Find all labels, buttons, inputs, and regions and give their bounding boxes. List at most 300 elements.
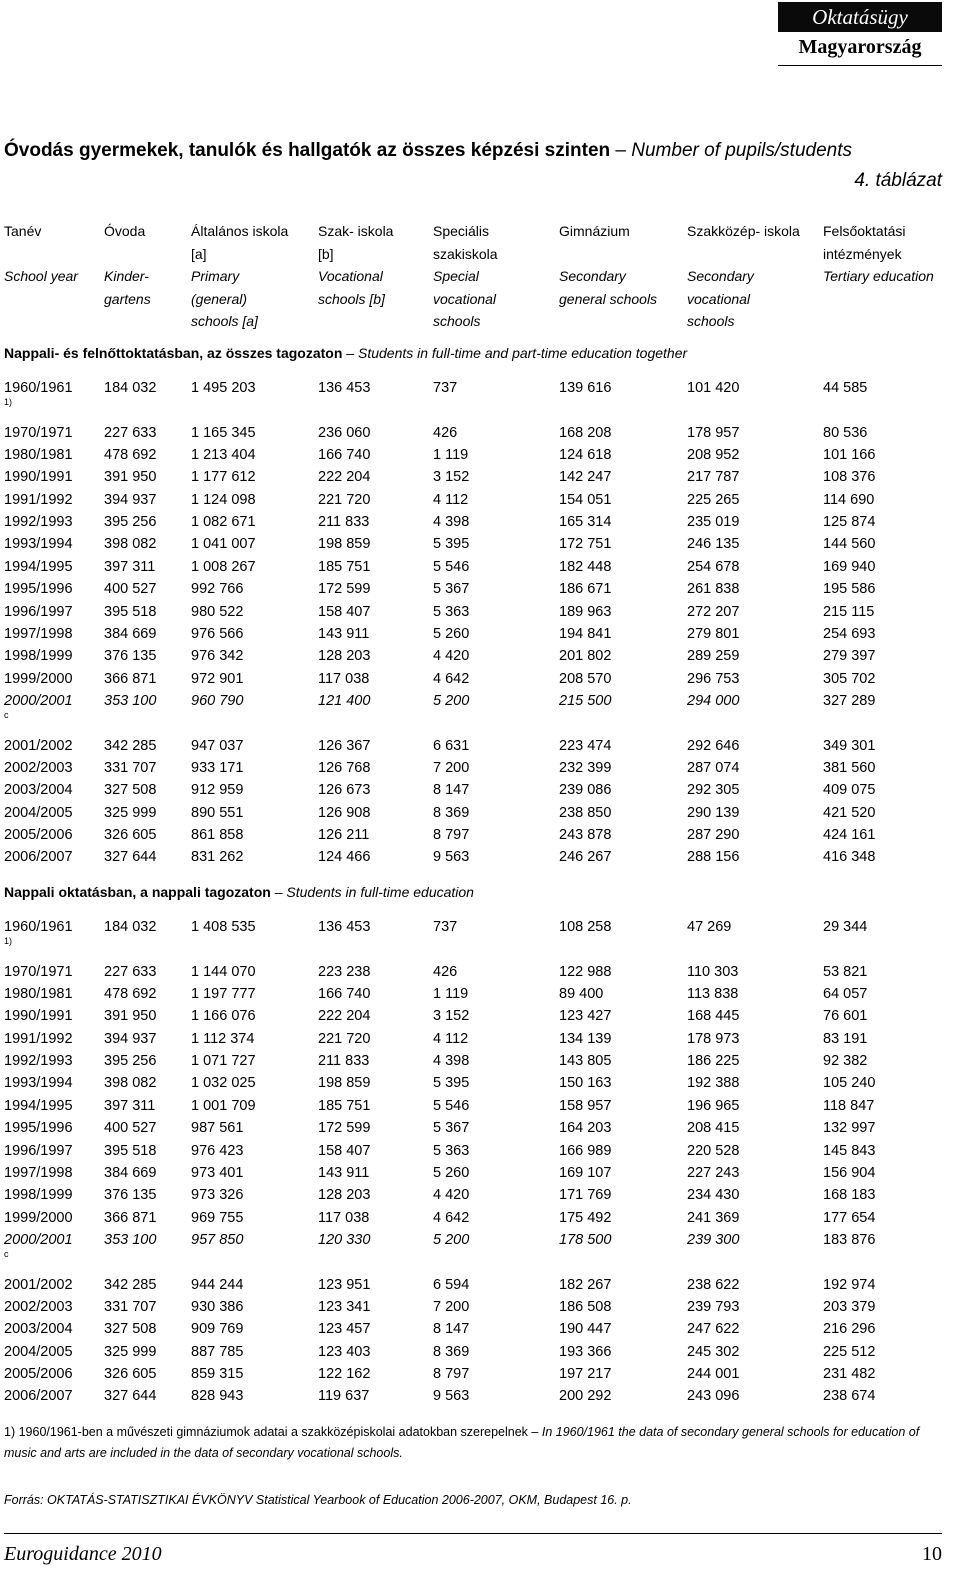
table-cell: 1 144 070 <box>191 963 256 980</box>
section-title-en: Students in full-time and part-time education together <box>357 345 688 361</box>
table-cell: 5 367 <box>433 581 470 598</box>
table-cell: 5 260 <box>433 625 470 642</box>
table-cell: 128 203 <box>318 1187 371 1204</box>
header-en-primary: Primary <box>191 268 240 284</box>
table-cell: 227 633 <box>104 963 157 980</box>
table-cell: 987 561 <box>191 1120 244 1137</box>
section-title <box>4 345 687 361</box>
table-cell: 172 599 <box>318 1120 371 1137</box>
table-cell: 976 342 <box>191 648 244 665</box>
table-cell: 331 707 <box>104 1298 157 1315</box>
table-cell: 254 678 <box>687 558 740 575</box>
header-en-secondary-general: general schools <box>559 290 658 307</box>
table-cell: 156 904 <box>823 1164 876 1181</box>
row-year: 1995/1996 <box>4 581 73 598</box>
page-number: 10 <box>922 1543 942 1565</box>
table-row <box>4 380 954 402</box>
row-year: 1997/1998 <box>4 1164 73 1181</box>
table-cell: 150 163 <box>559 1075 612 1092</box>
table-row <box>4 648 954 670</box>
table-cell: 478 692 <box>104 986 157 1003</box>
table-cell: 221 720 <box>318 491 371 508</box>
row-year: 1980/1981 <box>4 447 73 464</box>
section-title-hu: Nappali- és felnőttoktatásban, az összes tagozaton <box>4 345 343 361</box>
table-cell: 236 060 <box>318 424 371 441</box>
table-cell: 397 311 <box>104 558 156 575</box>
header-hu-tertiary: Felsőoktatási <box>823 223 906 239</box>
table-cell: 182 267 <box>559 1276 612 1293</box>
table-cell: 246 135 <box>687 536 740 553</box>
table-cell: 8 369 <box>433 1343 470 1360</box>
table-cell: 208 415 <box>687 1120 740 1137</box>
table-cell: 400 527 <box>104 581 157 598</box>
table-cell: 89 400 <box>559 986 604 1003</box>
table-cell: 182 448 <box>559 558 612 575</box>
table-cell: 195 586 <box>823 581 876 598</box>
table-row <box>4 1053 954 1075</box>
table-cell: 186 225 <box>687 1053 740 1070</box>
row-note: c <box>4 1248 9 1259</box>
table-row <box>4 514 954 536</box>
table-cell: 5 260 <box>433 1164 470 1181</box>
table-row <box>4 1388 954 1410</box>
table-row <box>4 559 954 581</box>
table-cell: 189 963 <box>559 603 612 620</box>
table-row <box>4 964 954 986</box>
table-cell: 29 344 <box>823 919 868 935</box>
table-row <box>4 1232 954 1254</box>
table-cell: 83 191 <box>823 1030 868 1047</box>
table-cell: 394 937 <box>104 1030 157 1047</box>
table-row <box>4 1344 954 1366</box>
header-hu-secondary-general: Gimnázium <box>559 223 630 239</box>
table-row <box>4 760 954 782</box>
table-cell: 279 397 <box>823 648 876 665</box>
table-cell: 1 177 612 <box>191 469 256 486</box>
row-year: 2006/2007 <box>4 849 73 866</box>
header-en-primary: (general) <box>191 290 248 307</box>
table-cell: 238 674 <box>823 1388 876 1405</box>
table-cell: 175 492 <box>559 1209 612 1226</box>
table-cell: 158 407 <box>318 1142 371 1159</box>
table-cell: 366 871 <box>104 1209 157 1226</box>
table-cell: 185 751 <box>318 558 371 575</box>
table-cell: 211 833 <box>318 1053 370 1070</box>
table-cell: 110 303 <box>687 963 739 980</box>
table-cell: 169 107 <box>559 1164 612 1181</box>
table-row <box>4 447 954 469</box>
table-cell: 169 940 <box>823 558 876 575</box>
table-row <box>4 604 954 626</box>
header-en-special-vocational: vocational <box>433 290 497 307</box>
table-cell: 395 256 <box>104 514 157 531</box>
row-year: 1990/1991 <box>4 469 73 486</box>
row-year: 2004/2005 <box>4 1343 73 1360</box>
table-cell: 973 401 <box>191 1164 244 1181</box>
table-cell: 120 330 <box>318 1231 371 1248</box>
table-cell: 6 631 <box>433 737 470 754</box>
table-cell: 142 247 <box>559 469 612 486</box>
table-cell: 238 850 <box>559 804 612 821</box>
table-row <box>4 671 954 693</box>
table-cell: 208 570 <box>559 670 612 687</box>
table-cell: 221 720 <box>318 1030 371 1047</box>
table-cell: 292 305 <box>687 782 740 799</box>
row-year: 1996/1997 <box>4 603 73 620</box>
table-cell: 164 203 <box>559 1120 612 1137</box>
title-en: Number of pupils/students <box>631 140 852 161</box>
table-cell: 969 755 <box>191 1209 244 1226</box>
table-cell: 292 646 <box>687 737 740 754</box>
table-cell: 424 161 <box>823 827 876 843</box>
table-cell: 225 512 <box>823 1343 876 1360</box>
table-cell: 234 430 <box>687 1187 740 1204</box>
table-cell: 5 546 <box>433 558 470 575</box>
header-hu-tertiary: intézmények <box>823 245 902 262</box>
table-cell: 366 871 <box>104 670 157 687</box>
table-cell: 353 100 <box>104 692 157 709</box>
table-cell: 158 407 <box>318 603 371 620</box>
table-cell: 193 366 <box>559 1343 612 1360</box>
row-year: 2000/2001 <box>4 692 73 709</box>
table-cell: 232 399 <box>559 759 612 776</box>
table-row <box>4 1031 954 1053</box>
table-cell: 3 152 <box>433 1008 470 1025</box>
section-title-hu: Nappali oktatásban, a nappali tagozaton <box>4 884 271 900</box>
table-cell: 976 423 <box>191 1142 244 1159</box>
row-year: 1970/1971 <box>4 424 73 441</box>
row-year: 1992/1993 <box>4 1053 73 1070</box>
table-cell: 5 363 <box>433 603 470 620</box>
table-row <box>4 1210 954 1232</box>
table-cell: 4 112 <box>433 491 469 508</box>
header-en-secondary-vocational: vocational <box>687 290 751 307</box>
table-row <box>4 919 954 941</box>
table-cell: 395 256 <box>104 1053 157 1070</box>
table-cell: 246 267 <box>559 849 612 866</box>
table-cell: 4 398 <box>433 514 470 531</box>
row-year: 1999/2000 <box>4 670 73 687</box>
table-cell: 238 622 <box>687 1276 740 1293</box>
table-cell: 325 999 <box>104 804 157 821</box>
table-cell: 8 797 <box>433 827 470 843</box>
table-cell: 80 536 <box>823 424 868 441</box>
header-en-tertiary: Tertiary education <box>823 268 934 284</box>
table-cell: 143 911 <box>318 625 370 642</box>
row-year: 2001/2002 <box>4 737 73 754</box>
table-cell: 123 427 <box>559 1008 612 1025</box>
table-row <box>4 1277 954 1299</box>
table-cell: 980 522 <box>191 603 244 620</box>
table-cell: 165 314 <box>559 514 612 531</box>
header-en-secondary-general: Secondary <box>559 268 626 284</box>
table-cell: 235 019 <box>687 514 740 531</box>
table-cell: 215 115 <box>823 603 875 620</box>
table-cell: 421 520 <box>823 804 876 821</box>
table-cell: 976 566 <box>191 625 244 642</box>
table-cell: 184 032 <box>104 919 157 935</box>
table-cell: 279 801 <box>687 625 740 642</box>
table-cell: 261 838 <box>687 581 740 598</box>
row-year: 1994/1995 <box>4 1097 73 1114</box>
header-hu-year: Tanév <box>4 223 42 239</box>
row-year: 1991/1992 <box>4 491 73 508</box>
table-cell: 126 211 <box>318 827 370 843</box>
table-cell: 4 112 <box>433 1030 469 1047</box>
table-cell: 828 943 <box>191 1388 244 1405</box>
table-cell: 272 207 <box>687 603 740 620</box>
table-cell: 1 119 <box>433 447 469 464</box>
table-cell: 342 285 <box>104 1276 157 1293</box>
header-en-secondary-vocational: Secondary <box>687 268 754 284</box>
table-cell: 243 096 <box>687 1388 740 1405</box>
table-cell: 1 032 025 <box>191 1075 256 1092</box>
table-cell: 225 265 <box>687 491 740 508</box>
table-cell: 416 348 <box>823 849 876 866</box>
row-year: 1998/1999 <box>4 648 73 665</box>
brand-subtitle: Magyarország <box>798 36 922 58</box>
table-cell: 247 622 <box>687 1321 740 1338</box>
row-year: 2004/2005 <box>4 804 73 821</box>
table-cell: 1 071 727 <box>191 1053 256 1070</box>
table-cell: 8 797 <box>433 1366 470 1382</box>
table-row <box>4 1165 954 1187</box>
table-cell: 5 546 <box>433 1097 470 1114</box>
table-cell: 203 379 <box>823 1298 876 1315</box>
table-row <box>4 469 954 491</box>
table-cell: 376 135 <box>104 1187 157 1204</box>
table-cell: 166 740 <box>318 986 371 1003</box>
table-cell: 126 768 <box>318 759 371 776</box>
row-year: 2006/2007 <box>4 1388 73 1405</box>
table-row <box>4 986 954 1008</box>
table-cell: 192 388 <box>687 1075 740 1092</box>
table-cell: 216 296 <box>823 1321 876 1338</box>
table-cell: 134 139 <box>559 1030 612 1047</box>
header-hu-special-vocational: szakiskola <box>433 245 498 262</box>
footnote-hu: 1) 1960/1961-ben a művészeti gimnáziumok adatai a szakközépiskolai adatokban szerepelnek <box>4 1425 528 1439</box>
table-cell: 128 203 <box>318 648 371 665</box>
table-cell: 121 400 <box>318 692 371 709</box>
row-year: 2005/2006 <box>4 1366 73 1382</box>
table-cell: 288 156 <box>687 849 740 866</box>
brand-title: Oktatásügy <box>778 2 942 32</box>
section-title-dash: – <box>270 884 287 900</box>
table-cell: 168 208 <box>559 424 612 441</box>
table-cell: 143 911 <box>318 1164 370 1181</box>
table-cell: 1 001 709 <box>191 1097 256 1114</box>
table-cell: 123 403 <box>318 1343 371 1360</box>
table-cell: 76 601 <box>823 1008 868 1025</box>
table-cell: 196 965 <box>687 1097 740 1114</box>
table-cell: 1 124 098 <box>191 491 256 508</box>
table-row <box>4 693 954 715</box>
table-cell: 400 527 <box>104 1120 157 1137</box>
row-year: 1992/1993 <box>4 514 73 531</box>
table-cell: 737 <box>433 380 458 396</box>
table-cell: 123 951 <box>318 1276 371 1293</box>
table-cell: 227 633 <box>104 424 157 441</box>
table-cell: 9 563 <box>433 849 470 866</box>
table-row <box>4 805 954 827</box>
row-year: 2003/2004 <box>4 782 73 799</box>
table-cell: 381 560 <box>823 759 876 776</box>
table-cell: 254 693 <box>823 625 876 642</box>
table-cell: 123 341 <box>318 1298 371 1315</box>
section-title-en: Students in full-time education <box>286 884 474 900</box>
row-year: 2003/2004 <box>4 1321 73 1338</box>
table-row <box>4 492 954 514</box>
table-cell: 208 952 <box>687 447 740 464</box>
table-row <box>4 425 954 447</box>
table-cell: 960 790 <box>191 692 244 709</box>
table-cell: 426 <box>433 963 458 980</box>
table-cell: 8 369 <box>433 804 470 821</box>
table-cell: 1 408 535 <box>191 919 256 935</box>
table-cell: 395 518 <box>104 603 157 620</box>
table-row <box>4 626 954 648</box>
table-cell: 1 166 076 <box>191 1008 256 1025</box>
table-cell: 231 482 <box>823 1366 876 1382</box>
table-cell: 122 162 <box>318 1366 371 1382</box>
table-cell: 239 300 <box>687 1231 740 1248</box>
table-cell: 944 244 <box>191 1276 244 1293</box>
table-row <box>4 1075 954 1097</box>
table-cell: 244 001 <box>687 1366 740 1382</box>
table-cell: 158 957 <box>559 1097 612 1114</box>
table-cell: 478 692 <box>104 447 157 464</box>
table-cell: 126 908 <box>318 804 371 821</box>
row-year: 1960/1961 <box>4 380 73 396</box>
row-note: 1) <box>4 936 13 946</box>
table-cell: 114 690 <box>823 491 875 508</box>
table-cell: 217 787 <box>687 469 740 486</box>
table-label: 4. táblázat <box>854 170 942 191</box>
table-cell: 108 376 <box>823 469 876 486</box>
header-en-kindergarten: gartens <box>104 290 151 307</box>
table-cell: 294 000 <box>687 692 740 709</box>
table-cell: 972 901 <box>191 670 244 687</box>
table-cell: 144 560 <box>823 536 876 553</box>
table-cell: 326 605 <box>104 827 157 843</box>
table-cell: 930 386 <box>191 1298 244 1315</box>
table-cell: 5 395 <box>433 1075 470 1092</box>
table-cell: 909 769 <box>191 1321 244 1338</box>
table-cell: 6 594 <box>433 1276 470 1293</box>
row-year: 1998/1999 <box>4 1187 73 1204</box>
table-cell: 1 495 203 <box>191 380 256 396</box>
table-cell: 145 843 <box>823 1142 876 1159</box>
table-cell: 178 973 <box>687 1030 740 1047</box>
table-cell: 92 382 <box>823 1053 868 1070</box>
table-cell: 239 793 <box>687 1298 740 1315</box>
table-cell: 342 285 <box>104 737 157 754</box>
table-cell: 353 100 <box>104 1231 157 1248</box>
table-cell: 349 301 <box>823 737 876 754</box>
table-cell: 327 644 <box>104 1388 157 1405</box>
row-year: 1980/1981 <box>4 986 73 1003</box>
table-cell: 1 197 777 <box>191 986 256 1003</box>
table-cell: 1 041 007 <box>191 536 256 553</box>
table-cell: 933 171 <box>191 759 244 776</box>
table-cell: 287 074 <box>687 759 740 776</box>
table-cell: 376 135 <box>104 648 157 665</box>
row-year: 1993/1994 <box>4 536 73 553</box>
table-cell: 4 420 <box>433 648 470 665</box>
table-cell: 5 200 <box>433 1231 470 1248</box>
table-cell: 409 075 <box>823 782 876 799</box>
table-cell: 197 217 <box>559 1366 612 1382</box>
header-hu-primary: Általános iskola <box>191 223 289 239</box>
table-cell: 7 200 <box>433 1298 470 1315</box>
table-cell: 287 290 <box>687 827 740 843</box>
table-cell: 168 445 <box>687 1008 740 1025</box>
row-year: 1997/1998 <box>4 625 73 642</box>
table-cell: 290 139 <box>687 804 740 821</box>
row-year: 2001/2002 <box>4 1276 73 1293</box>
table-row <box>4 536 954 558</box>
table-cell: 890 551 <box>191 804 244 821</box>
table-cell: 117 038 <box>318 670 370 687</box>
table-cell: 172 599 <box>318 581 371 598</box>
table-row <box>4 1120 954 1142</box>
table-cell: 139 616 <box>559 380 612 396</box>
row-year: 1993/1994 <box>4 1075 73 1092</box>
table-cell: 47 269 <box>687 919 732 935</box>
table-cell: 171 769 <box>559 1187 612 1204</box>
page-title <box>4 140 852 162</box>
row-year: 1991/1992 <box>4 1030 73 1047</box>
table-cell: 384 669 <box>104 1164 157 1181</box>
header-hu-primary: [a] <box>191 245 207 262</box>
table-row <box>4 1321 954 1343</box>
table-cell: 831 262 <box>191 849 244 866</box>
table-cell: 223 474 <box>559 737 612 754</box>
table-cell: 53 821 <box>823 963 868 980</box>
table-cell: 326 605 <box>104 1366 157 1382</box>
table-row <box>4 849 954 871</box>
table-cell: 220 528 <box>687 1142 740 1159</box>
header-hu-vocational: [b] <box>318 245 334 262</box>
table-cell: 957 850 <box>191 1231 244 1248</box>
table-cell: 5 395 <box>433 536 470 553</box>
header-hu-vocational: Szak- iskola <box>318 223 394 239</box>
table-cell: 992 766 <box>191 581 244 598</box>
table-cell: 296 753 <box>687 670 740 687</box>
header-en-vocational: schools [b] <box>318 290 385 307</box>
table-cell: 1 119 <box>433 986 469 1003</box>
table-cell: 64 057 <box>823 986 868 1003</box>
table-cell: 397 311 <box>104 1097 156 1114</box>
table-cell: 183 876 <box>823 1231 876 1248</box>
source-note: Forrás: OKTATÁS-STATISZTIKAI ÉVKÖNYV Statistical Yearbook of Education 2006-2007, OKM, Budapest 16. p. <box>4 1493 632 1507</box>
table-cell: 177 654 <box>823 1209 876 1226</box>
table-cell: 172 751 <box>559 536 612 553</box>
row-note: c <box>4 709 9 720</box>
header-en-year: School year <box>4 268 78 284</box>
table-cell: 331 707 <box>104 759 157 776</box>
table-row <box>4 581 954 603</box>
table-cell: 8 147 <box>433 1321 470 1338</box>
table-cell: 168 183 <box>823 1187 876 1204</box>
table-cell: 117 038 <box>318 1209 370 1226</box>
table-row <box>4 1187 954 1209</box>
table-cell: 132 997 <box>823 1120 876 1137</box>
table-cell: 222 204 <box>318 1008 371 1025</box>
row-year: 1960/1961 <box>4 919 73 935</box>
table-cell: 211 833 <box>318 514 370 531</box>
section-title-dash: – <box>342 345 358 361</box>
